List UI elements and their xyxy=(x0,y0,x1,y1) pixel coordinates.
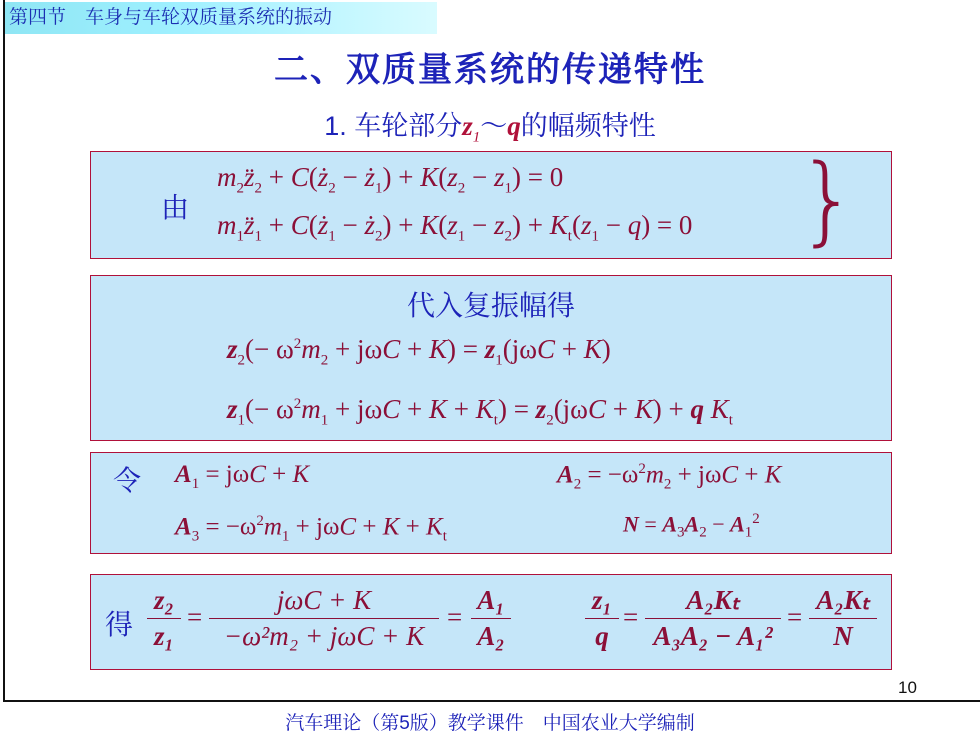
equation-1: $m_2z̈_2$ + $C(ż_2$ − $ż_1) + K(z_2 - z_1) = 0$ xyxy=(217,162,564,197)
fraction-4-bar xyxy=(585,618,619,619)
definition-a2: $A_2 = -\omega^2m_2 + j\omega C + K$ xyxy=(557,461,782,493)
fraction-2-numerator: jωC + K xyxy=(276,585,372,615)
fraction-6-denominator: N xyxy=(833,621,853,651)
equals-sign-2: = xyxy=(447,602,463,632)
equals-sign-4: = xyxy=(787,602,803,632)
complex-amplitude-box xyxy=(90,275,892,441)
fraction-5-bar xyxy=(645,618,781,619)
slide-title: 二、双质量系统的传递特性 xyxy=(274,51,706,89)
subtitle-prefix: 1. 车轮部分 xyxy=(324,111,463,141)
fraction-z2-over-z1 xyxy=(147,585,181,652)
subtitle-var-q: q xyxy=(507,111,521,141)
subtitle-var-z-sub: 1 xyxy=(472,129,481,146)
definition-a1: $A_1 = j\omega C + K$ xyxy=(175,461,310,492)
fraction-4-denominator: q xyxy=(595,621,609,651)
page-number: 10 xyxy=(898,678,917,697)
fraction-transfer-expression xyxy=(209,585,439,652)
fraction-2-bar xyxy=(209,618,439,619)
fraction-1-denominator: z₁ xyxy=(154,621,174,651)
equals-sign-3: = xyxy=(623,602,639,632)
box4-lead: 得 xyxy=(105,609,134,640)
fraction-3-numerator: A₁ xyxy=(477,585,505,615)
amplitude-equation-2: $z_1(- \omega^2m_1 + j\omega C + K + K_t) = z_2(j\omega C + K) + q$ $K_t$ xyxy=(227,394,733,429)
equation-2: $m_1z̈_1$ + $C(ż_1$ − $ż_2) + K(z_1 - z_2) + K_t(z_1 - q) = 0$ xyxy=(217,210,693,245)
fraction-2-denominator: −ω²m₂ + jωC + K xyxy=(223,621,425,651)
slide-subtitle xyxy=(0,104,980,146)
fraction-1-numerator: z₂ xyxy=(154,585,174,615)
equals-sign-1: = xyxy=(187,602,203,632)
box3-lead: 令 xyxy=(113,465,142,496)
equations-of-motion-box xyxy=(90,144,892,259)
fraction-a2kt-over-n xyxy=(809,585,877,652)
fraction-1-bar xyxy=(147,618,181,619)
fraction-a1-over-a2 xyxy=(471,585,511,652)
fraction-z1-over-q xyxy=(585,585,619,652)
section-tag: 第四节 车身与车轮双质量系统的振动 xyxy=(5,2,437,34)
amplitude-equation-1: $z_2(- \omega^2m_2 + j\omega C + K) = z_1(j\omega C + K)$ xyxy=(227,334,611,369)
fraction-6-numerator: A₂Kₜ xyxy=(816,585,870,615)
subtitle-suffix: 的幅频特性 xyxy=(520,111,656,141)
definition-a3: $A_3 = -\omega^2m_1 + j\omega C + K + K_t$ xyxy=(175,513,447,545)
fraction-3-denominator: A₂ xyxy=(477,621,505,651)
footer-text: 汽车理论（第5版）教学课件 中国农业大学编制 xyxy=(285,713,695,734)
fraction-a2kt-over-expression xyxy=(645,585,781,652)
box1-lead: 由 xyxy=(161,192,190,223)
definitions-box xyxy=(90,452,892,554)
right-brace-icon: } xyxy=(797,144,859,256)
subtitle-var-z: z xyxy=(462,111,473,141)
fraction-4-numerator: z₁ xyxy=(592,585,612,615)
bottom-frame-line xyxy=(3,700,980,702)
fraction-6-bar xyxy=(809,618,877,619)
result-box xyxy=(90,574,892,670)
fraction-3-bar xyxy=(471,618,511,619)
definition-n: $N = A_3A_2 - A_1^2$ xyxy=(623,511,760,541)
subtitle-tilde: ～ xyxy=(480,111,508,141)
fraction-5-denominator: A₃A₂ − A₁² xyxy=(653,621,773,651)
fraction-5-numerator: A₂Kₜ xyxy=(686,585,740,615)
box2-heading: 代入复振幅得 xyxy=(406,290,575,321)
